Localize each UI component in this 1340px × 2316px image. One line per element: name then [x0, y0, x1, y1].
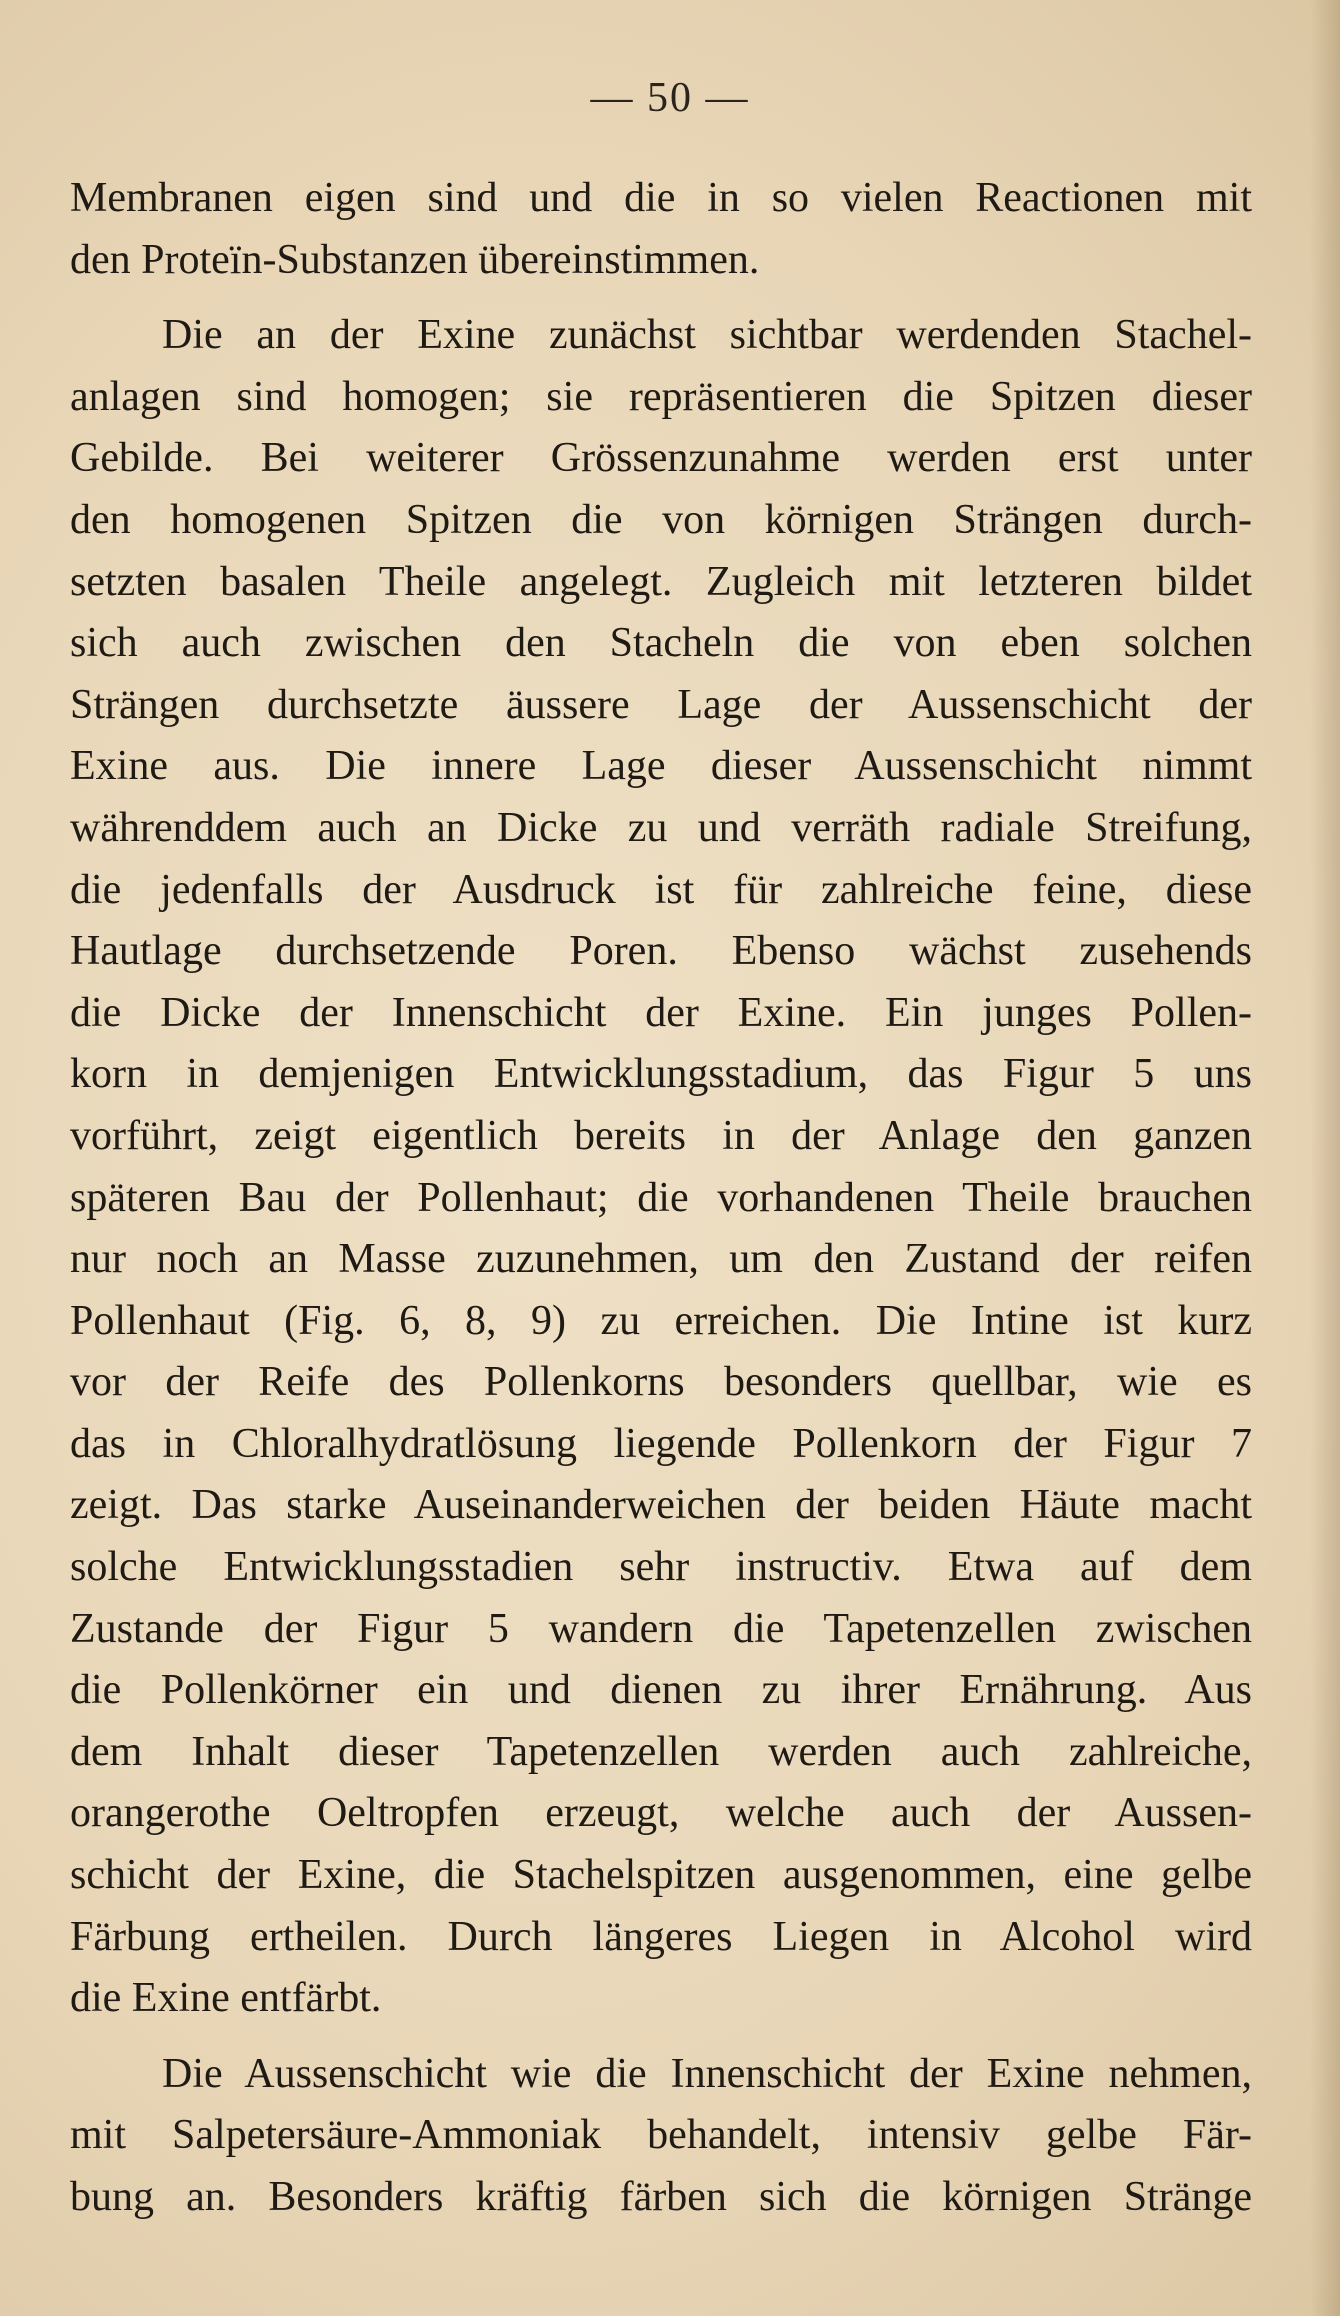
text-line: Die an der Exine zunächst sichtbar werdenden Stachel- [162, 312, 1252, 359]
paragraph-gap [70, 291, 1252, 305]
text-line: Strängen durchsetzte äussere Lage der Aussenschicht der [70, 681, 1252, 728]
text-line: nur noch an Masse zuzunehmen, um den Zustand der reifen [70, 1236, 1252, 1283]
text-line: Die Aussenschicht wie die Innenschicht der Exine nehmen, [162, 2050, 1252, 2097]
text-line: späteren Bau der Pollenhaut; die vorhandenen Theile brauchen [70, 1174, 1252, 1221]
text-line: mit Salpetersäure-Ammoniak behandelt, intensiv gelbe Fär- [70, 2112, 1252, 2159]
text-line: Pollenhaut (Fig. 6, 8, 9) zu erreichen. Die Intine ist kurz [70, 1297, 1252, 1344]
text-line: die Dicke der Innenschicht der Exine. Ein junges Pollen- [70, 989, 1252, 1036]
text-line: Zustande der Figur 5 wandern die Tapetenzellen zwischen [70, 1605, 1252, 1652]
text-line: die jedenfalls der Ausdruck ist für zahlreiche feine, diese [70, 866, 1252, 913]
text-line: schicht der Exine, die Stachelspitzen ausgenommen, eine gelbe [70, 1852, 1252, 1899]
text-line: währenddem auch an Dicke zu und verräth radiale Streifung, [70, 804, 1252, 851]
text-line: die Exine entfärbt. [70, 1975, 382, 2022]
paragraph-gap [70, 2030, 1252, 2044]
text-line: Exine aus. Die innere Lage dieser Aussenschicht nimmt [70, 743, 1252, 790]
paragraph [70, 305, 1252, 2030]
paragraph [70, 2044, 1252, 2229]
text-line: den Proteïn-Substanzen übereinstimmen. [70, 236, 760, 283]
text-line: Hautlage durchsetzende Poren. Ebenso wächst zusehends [70, 928, 1252, 975]
text-line: Färbung ertheilen. Durch längeres Liegen in Alcohol wird [70, 1913, 1252, 1960]
text-line: vor der Reife des Pollenkorns besonders quellbar, wie es [70, 1359, 1252, 1406]
text-line: bung an. Besonders kräftig färben sich die körnigen Stränge [70, 2174, 1252, 2220]
text-line: anlagen sind homogen; sie repräsentieren die Spitzen dieser [70, 373, 1252, 420]
text-line: orangerothe Oeltropfen erzeugt, welche auch der Aussen- [70, 1790, 1252, 1837]
text-line: Membranen eigen sind und die in so vielen Reactionen mit [70, 175, 1252, 221]
paragraph [70, 168, 1252, 291]
text-line: die Pollenkörner ein und dienen zu ihrer Ernährung. Aus [70, 1667, 1252, 1714]
text-line: sich auch zwischen den Stacheln die von eben solchen [70, 620, 1252, 667]
page-number: — 50 — [590, 75, 750, 121]
page-edge-shadow [1310, 0, 1340, 2316]
text-line: vorführt, zeigt eigentlich bereits in der Anlage den ganzen [70, 1112, 1252, 1159]
text-line: das in Chloralhydratlösung liegende Pollenkorn der Figur 7 [70, 1420, 1252, 1467]
text-line: solche Entwicklungsstadien sehr instructiv. Etwa auf dem [70, 1544, 1252, 1591]
text-line: dem Inhalt dieser Tapetenzellen werden auch zahlreiche, [70, 1728, 1252, 1775]
text-line: korn in demjenigen Entwicklungsstadium, das Figur 5 uns [70, 1051, 1252, 1098]
text-line: Gebilde. Bei weiterer Grössenzunahme werden erst unter [70, 435, 1252, 482]
body-text [70, 168, 1252, 2229]
text-line: den homogenen Spitzen die von körnigen Strängen durch- [70, 496, 1252, 543]
text-line: zeigt. Das starke Auseinanderweichen der beiden Häute macht [70, 1482, 1252, 1529]
text-line: setzten basalen Theile angelegt. Zugleich mit letzteren bildet [70, 558, 1252, 605]
